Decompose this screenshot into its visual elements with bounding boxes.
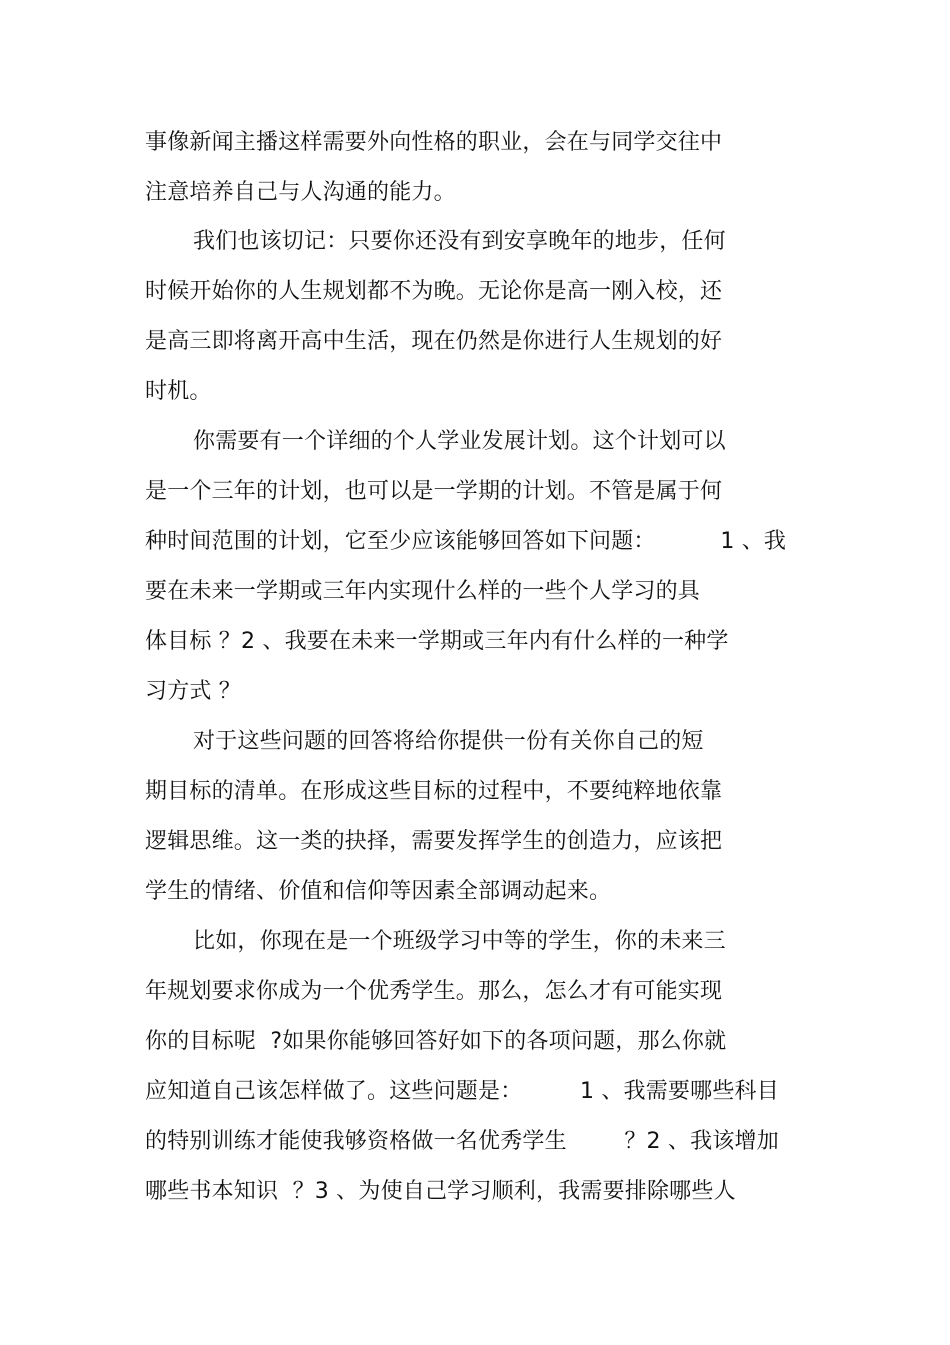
text-line: 习方式 ？ (145, 679, 241, 704)
text-line: 的特别训练才能使我够资格做一名优秀学生 ？2 、我该增加 (145, 1129, 779, 1154)
text-line: 逻辑思维。这一类的抉择，需要发挥学生的创造力，应该把 (145, 829, 723, 854)
text-line: 对于这些问题的回答将给你提供一份有关你自己的短 (193, 729, 704, 754)
text-line: 时候开始你的人生规划都不为晚。无论你是高一刚入校，还 (145, 279, 723, 304)
text-line: 要在未来一学期或三年内实现什么样的一些个人学习的具 (145, 579, 701, 604)
text-line: 时机。 (145, 379, 212, 404)
text-line: 体目标 ？2 、我要在未来一学期或三年内有什么样的一种学 (145, 629, 729, 654)
text-line: 年规划要求你成为一个优秀学生。那么，怎么才有可能实现 (145, 979, 723, 1004)
text-line: 注意培养自己与人沟通的能力。 (145, 180, 456, 205)
text-line: 种时间范围的计划，它至少应该能够回答如下问题： 1 、我 (145, 529, 787, 554)
text-line: 你需要有一个详细的个人学业发展计划。这个计划可以 (193, 429, 726, 454)
text-line: 应知道自己该怎样做了。这些问题是： 1 、我需要哪些科目 (145, 1079, 779, 1104)
text-line: 我们也该切记：只要你还没有到安享晚年的地步，任何 (193, 229, 726, 254)
text-line: 比如，你现在是一个班级学习中等的学生，你的未来三 (193, 929, 726, 954)
text-line: 哪些书本知识 ？3 、为使自己学习顺利，我需要排除哪些人 (145, 1179, 736, 1204)
text-line: 你的目标呢 ?如果你能够回答好如下的各项问题，那么你就 (145, 1029, 727, 1054)
text-line: 期目标的清单。在形成这些目标的过程中，不要纯粹地依靠 (145, 779, 723, 804)
text-line: 学生的情绪、价值和信仰等因素全部调动起来。 (145, 879, 612, 904)
text-line: 是高三即将离开高中生活，现在仍然是你进行人生规划的好 (145, 329, 723, 354)
text-line: 是一个三年的计划，也可以是一学期的计划。不管是属于何 (145, 479, 723, 504)
text-line: 事像新闻主播这样需要外向性格的职业，会在与同学交往中 (145, 130, 723, 155)
